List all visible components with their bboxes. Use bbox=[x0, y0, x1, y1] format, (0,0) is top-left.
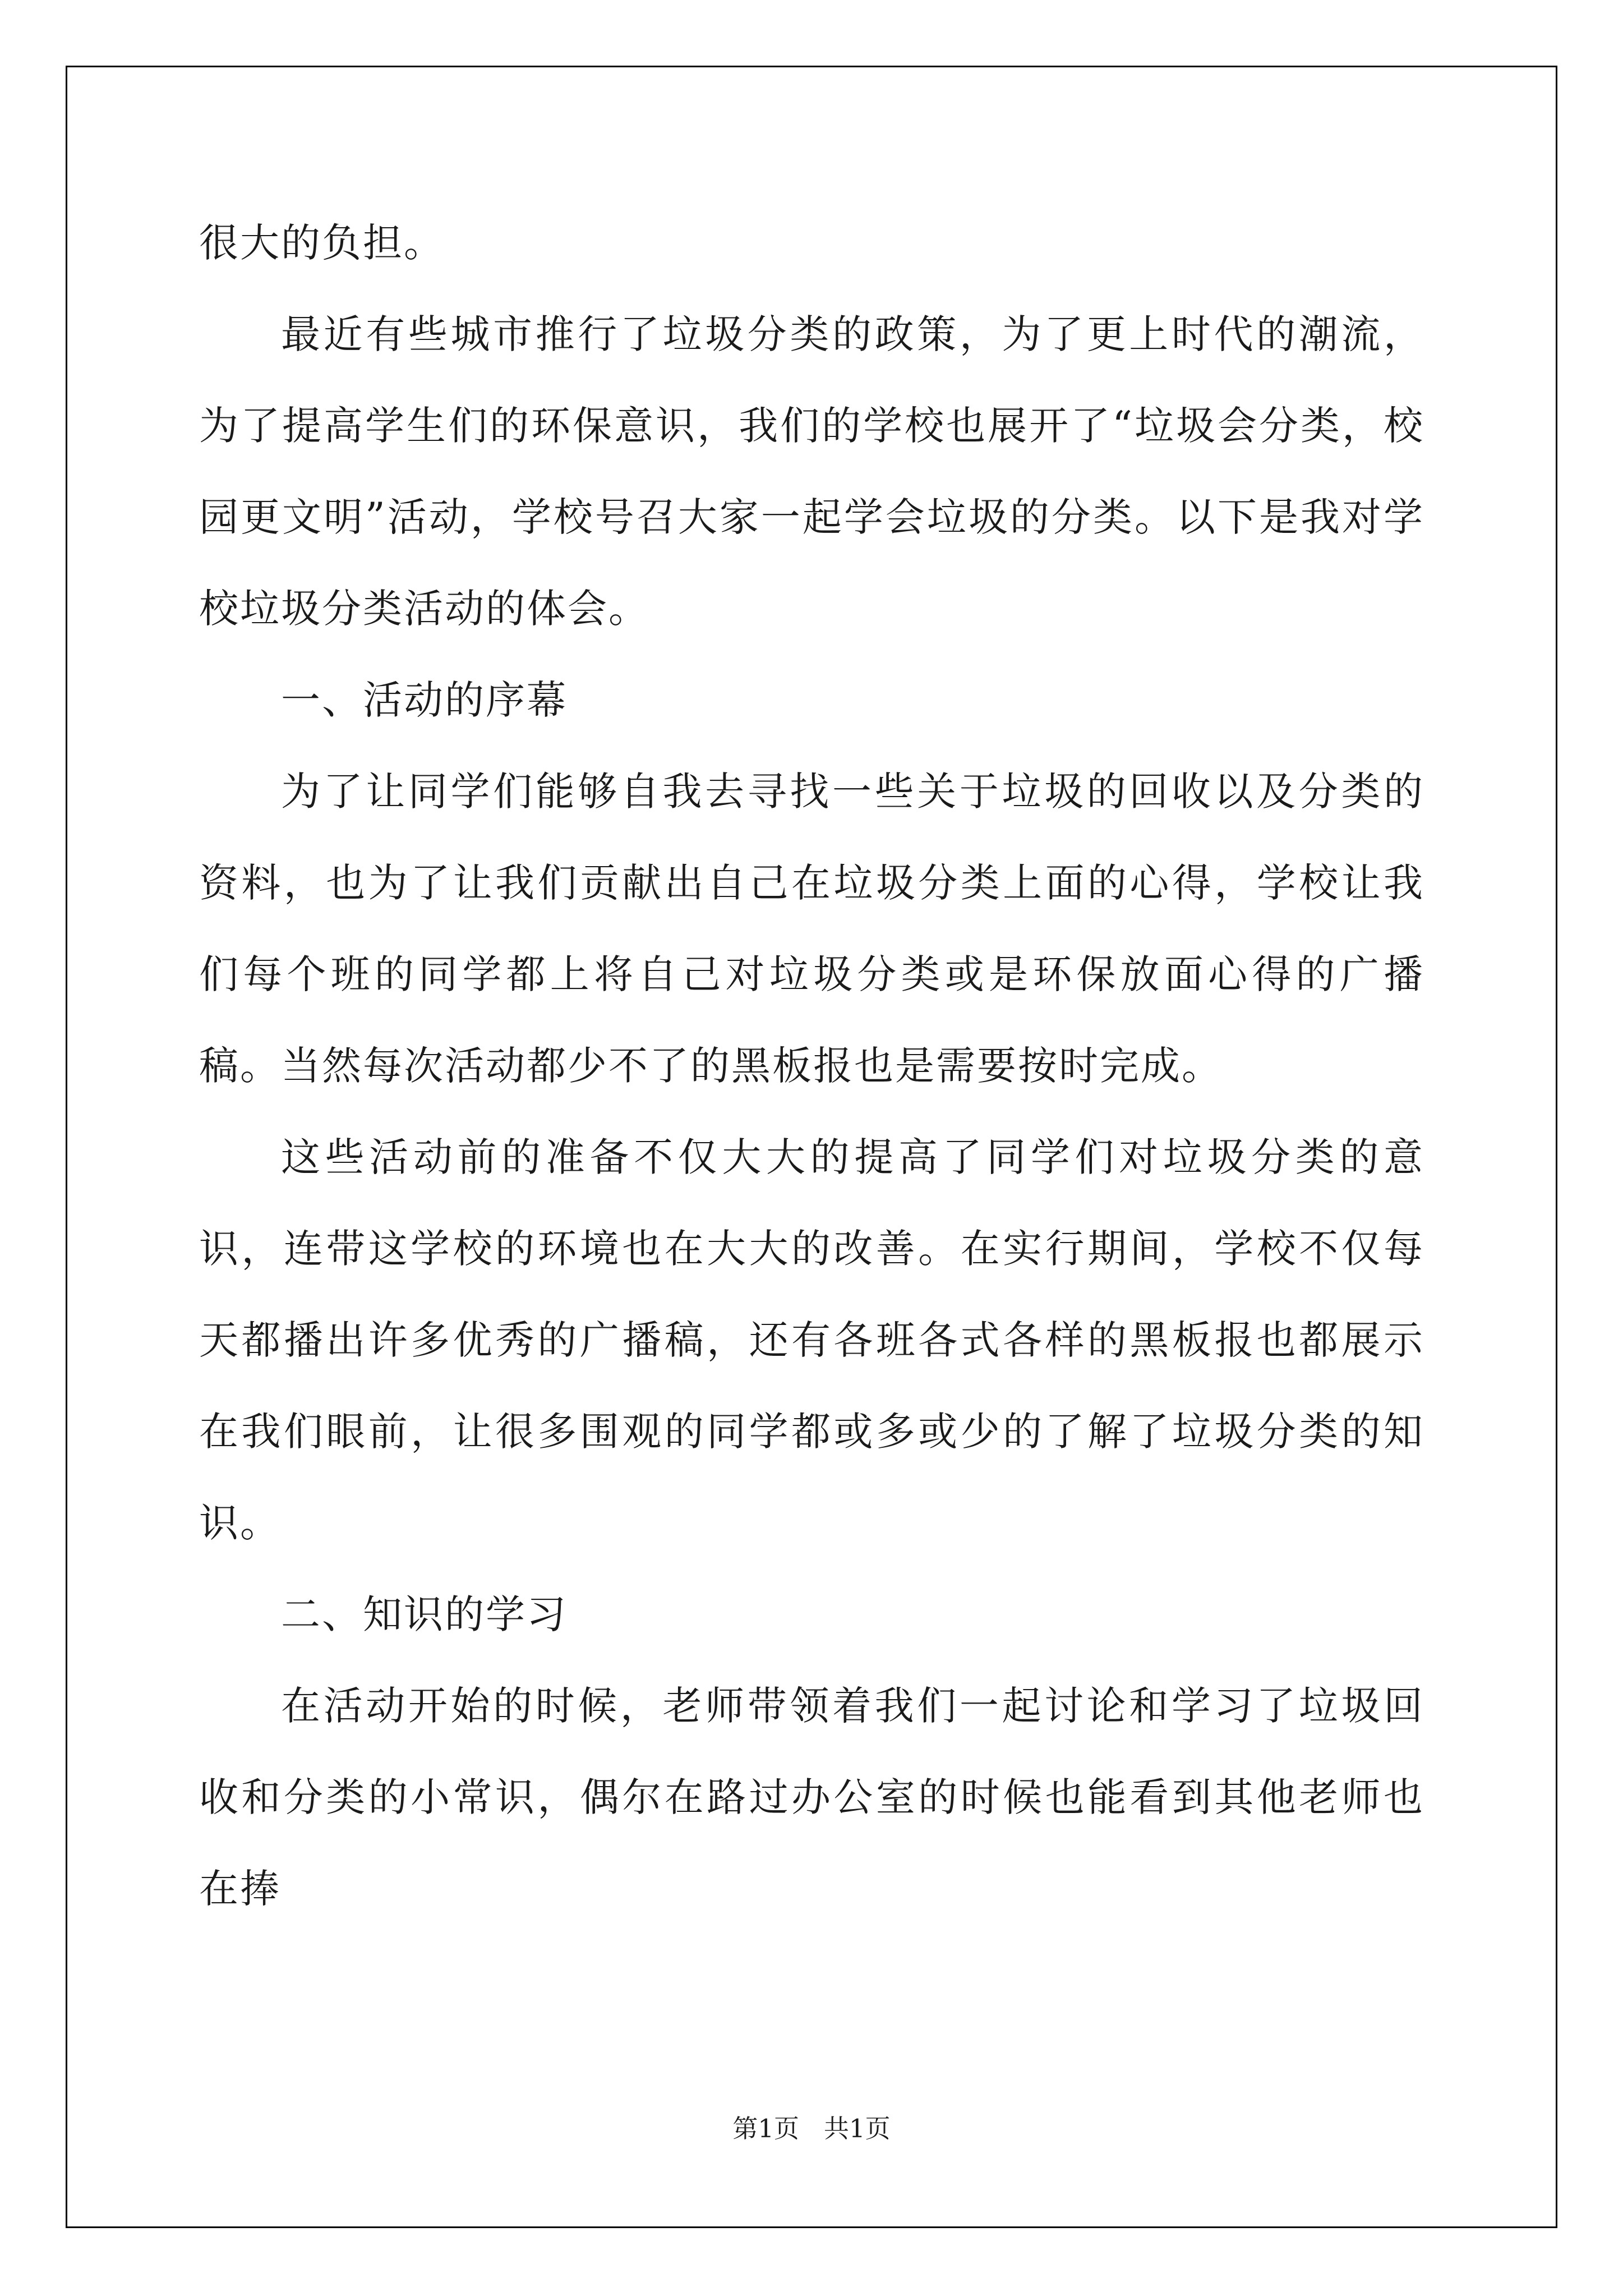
paragraph: 这些活动前的准备不仅大大的提高了同学们对垃圾分类的意识，连带这学校的环境也在大大的改善。在实行期间，学校不仅每天都播出许多优秀的广播稿，还有各班各式各样的黑板报也都展示在我们眼前，让很多围观的同学都或多或少的了解了垃圾分类的知识。 bbox=[199, 1134, 1424, 1546]
page-number-current: 第1页 bbox=[732, 2114, 799, 2143]
paragraph: 很大的负担。 bbox=[199, 220, 445, 266]
document-body bbox=[199, 197, 1424, 1935]
section-heading: 二、知识的学习 bbox=[281, 1591, 568, 1637]
section-heading: 一、活动的序幕 bbox=[281, 677, 568, 723]
paragraph: 为了让同学们能够自我去寻找一些关于垃圾的回收以及分类的资料，也为了让我们贡献出自己在垃圾分类上面的心得，学校让我们每个班的同学都上将自己对垃圾分类或是环保放面心得的广播稿。当然每次活动都少不了的黑板报也是需要按时完成。 bbox=[199, 769, 1424, 1089]
page-number-total: 共1页 bbox=[824, 2114, 891, 2143]
page-footer bbox=[0, 2112, 1623, 2146]
paragraph: 最近有些城市推行了垃圾分类的政策，为了更上时代的潮流，为了提高学生们的环保意识，我们的学校也展开了“垃圾会分类，校园更文明”活动，学校号召大家一起学会垃圾的分类。以下是我对学校垃圾分类活动的体会。 bbox=[199, 311, 1424, 632]
paragraph: 在活动开始的时候，老师带领着我们一起讨论和学习了垃圾回收和分类的小常识，偶尔在路过办公室的时候也能看到其他老师也在捧 bbox=[199, 1683, 1424, 1912]
